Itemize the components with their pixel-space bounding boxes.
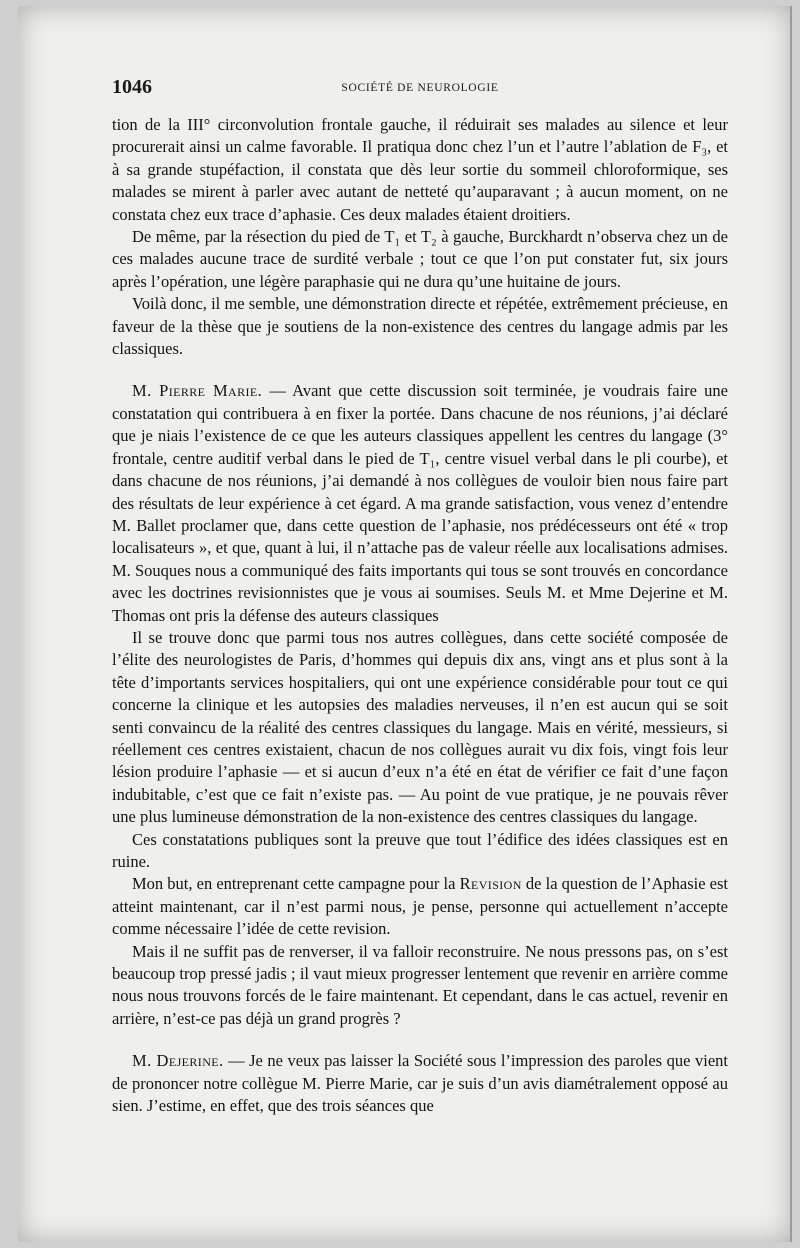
paragraph: Il se trouve donc que parmi tous nos autres collègues, dans cette société composée de l’élite des neurologistes de Paris, d’hommes qui depuis dix ans, vingt ans et plus sont à la tête d’importants services hospitaliers, qui ont une expérience considérable pour tout ce qui concerne la clinique et les autopsies des maladies nerveuses, il n’en est aucun qui se soit senti convaincu de la réalité des centres classiques du langage. Mais en vérité, messieurs, si réellement ces centres existaient, chacun de nos collègues aurait vu dix fois, vingt fois leur lésion produire l’aphasie — et si aucun d’eux n’a été en état de vérifier ce fait d’une façon indubitable, c’est que ce fait n’existe pas. — Au point de vue pratique, je ne pouvais rêver une plus lumineuse démonstration de la non-existence des centres classiques du langage. [112, 627, 728, 827]
text-segment: Mon but, en entreprenant cette campagne pour la [132, 874, 460, 894]
running-head: SOCIÉTÉ DE NEUROLOGIE [341, 82, 499, 94]
speaker-name: M. Pierre Marie. [132, 381, 263, 401]
emphasis-revision: Revision [459, 874, 522, 894]
page-header [112, 76, 728, 100]
paragraph: Voilà donc, il me semble, une démonstration directe et répétée, extrêmement précieuse, en faveur de la thèse que je soutiens de la non-existence des centres du langage admis par les classiques. [112, 294, 728, 359]
speech-pierre-marie [112, 380, 728, 626]
speaker-name: M. Dejerine. [132, 1051, 224, 1071]
page-number: 1046 [112, 76, 152, 98]
paragraph [112, 873, 728, 940]
paragraph: Ces constatations publiques sont la preuve que tout l’édifice des idées classiques est en ruine. [112, 829, 728, 871]
speech-dejerine [112, 1050, 728, 1117]
body-text [112, 114, 728, 1117]
text-segment: de la question de l’Aphasie est atteint maintenant, car il n’est parmi nous, je pense, personne qui actuellement n’accepte comme nécessaire l’idée de cette revision. [112, 874, 728, 939]
paragraph: Mais il ne suffit pas de renverser, il va falloir reconstruire. Ne nous pressons pas, on s’est beaucoup trop pressé jadis ; il vaut mieux progresser lentement que revenir en arrière comme nous nous trouvons forcés de le faire maintenant. Et cependant, dans le cas actuel, revenir en arrière, n’est-ce pas déjà un grand progrès ? [112, 941, 728, 1028]
paragraph-continued: tion de la III° circonvolution frontale gauche, il réduirait ses malades au silence et leur procurerait ainsi un calme favorable. Il pratiqua donc chez l’un et l’autre l’ablation de F₃, et à sa grande stupéfaction, il constata que dès leur sortie du sommeil chloroformique, ses malades se mirent à parler avec autant de netteté qu’auparavant ; à aucun moment, on ne constata chez eux trace d’aphasie. Ces deux malades étaient droitiers. [112, 115, 728, 224]
speech-text: — Avant que cette discussion soit terminée, je voudrais faire une constatation qui contribuera à en fixer la portée. Dans chacune de nos réunions, j’ai déclaré que je niais l’existence de ce que les auteurs classiques appellent les centres du langage (3° frontale, centre auditif verbal dans le pied de T₁, centre visuel verbal dans le pli courbe), et dans chacune de nos réunions, j’ai demandé à nos collègues de vouloir bien nous faire part des résultats de leur expérience à cet égard. A ma grande satisfaction, vous venez d’entendre M. Ballet proclamer que, dans cette question de l’aphasie, nos prédécesseurs ont été « trop localisateurs », et que, quant à lui, il n’attache pas de valeur réelle aux localisations admises. M. Souques nous a communiqué des faits importants qui tous se sont trouvés en concordance avec les doctrines revisionnistes que je vous ai soumises. Seuls M. et Mme Dejerine et M. Thomas ont pris la défense des auteurs classiques [112, 381, 728, 625]
paragraph: De même, par la résection du pied de T₁ et T₂ à gauche, Burckhardt n’observa chez un de ces malades aucune trace de surdité verbale ; tout ce que l’on put constater fut, six jours après l’opération, une légère paraphasie qui ne dura qu’une huitaine de jours. [112, 227, 728, 291]
speech-text: — Je ne veux pas laisser la Société sous l’impression des paroles que vient de prononcer notre collègue M. Pierre Marie, car je suis d’un avis diamétralement opposé au sien. J’estime, en effet, que des trois séances que [112, 1051, 728, 1116]
